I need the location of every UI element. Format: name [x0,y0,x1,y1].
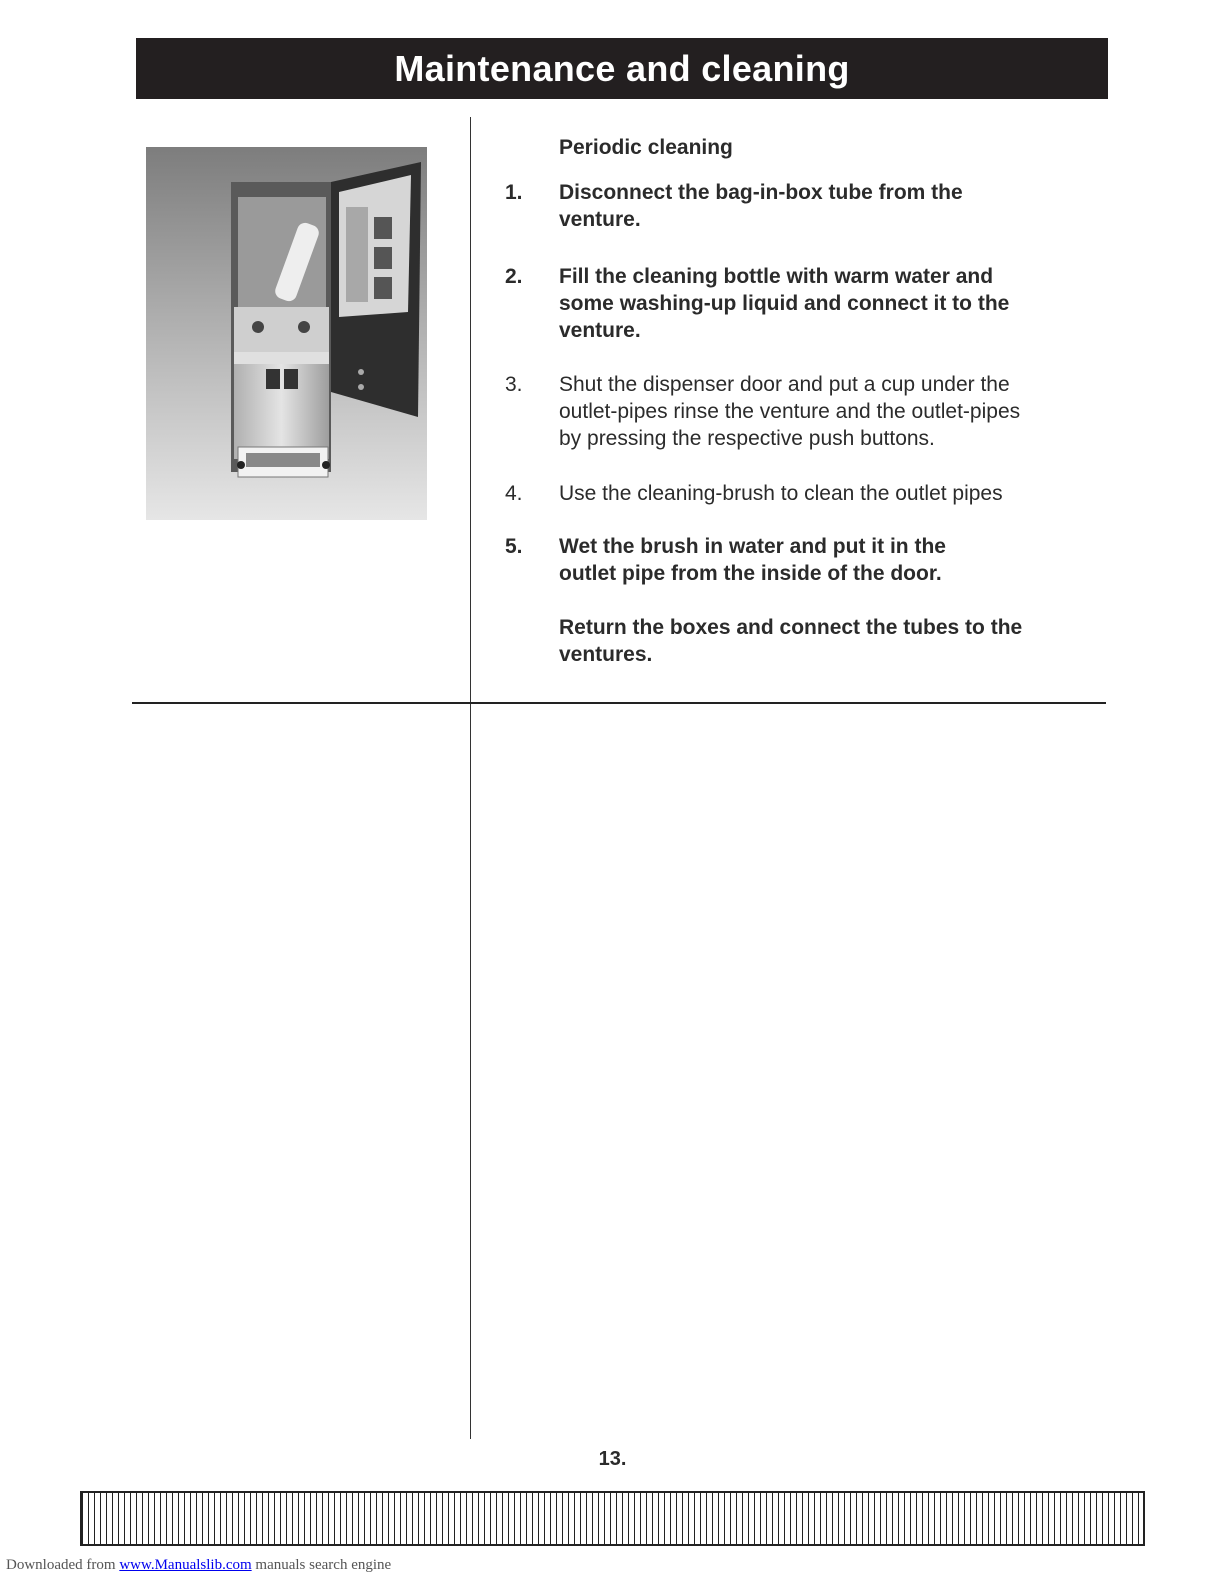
section-divider [132,702,1106,704]
barcode-strip [80,1491,1145,1546]
column-divider [470,117,471,1439]
step-number: 2. [505,265,523,288]
footer [6,1557,391,1574]
footer-prefix: Downloaded from [6,1557,116,1573]
step-text: Shut the dispenser door and put a cup under the outlet-pipes rinse the venture and the outlet-pipes by pressing the respective push buttons. [559,373,1021,450]
section-heading: Periodic cleaning [559,136,733,159]
dispenser-photo [146,147,427,520]
step-number: 4. [505,482,523,505]
step-text: Disconnect the bag-in-box tube from the venture. [559,181,963,231]
step-text: Fill the cleaning bottle with warm water and some washing-up liquid and connect it to the venture. [559,265,1010,342]
step-number: 1. [505,181,523,204]
step-text: Use the cleaning-brush to clean the outlet pipes [559,482,1003,505]
step-number: 5. [505,535,523,558]
title-bar [136,38,1108,99]
page-title: Maintenance and cleaning [394,47,850,89]
step-text: Wet the brush in water and put it in the outlet pipe from the inside of the door. [559,535,946,585]
manualslib-link[interactable]: www.Manualslib.com [119,1557,252,1573]
step-number: 3. [505,373,523,396]
closing-note: Return the boxes and connect the tubes to the ventures. [559,616,1023,666]
footer-suffix: manuals search engine [255,1557,392,1573]
page-number: 13. [598,1448,627,1470]
